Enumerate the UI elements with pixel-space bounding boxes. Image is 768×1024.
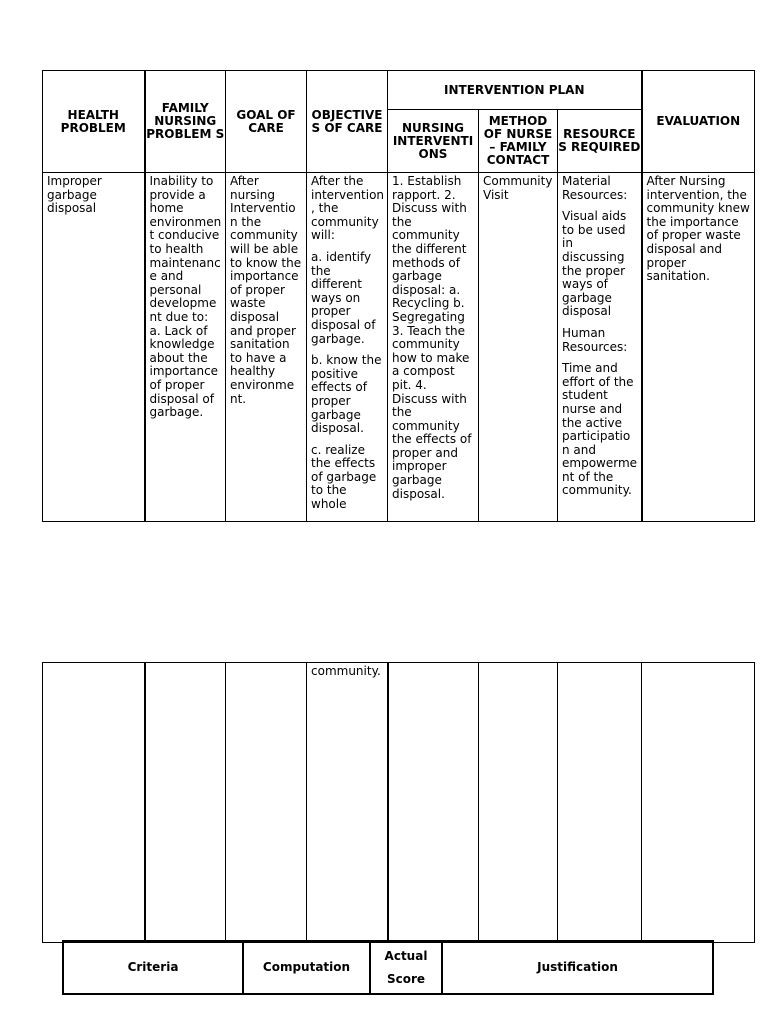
- header-health-problem: HEALTH PROBLEM: [43, 71, 145, 173]
- header-goal-of-care: GOAL OF CARE: [226, 71, 307, 173]
- rubric-score-label: Score: [386, 971, 426, 986]
- header-resources-required: RESOURCE S REQUIRED: [558, 110, 642, 173]
- rubric-actual-score: [370, 941, 442, 994]
- cell-method-of-contact: Community Visit: [479, 173, 558, 522]
- rubric-actual-label: Actual: [384, 948, 428, 963]
- objective-c: c. realize the effects of garbage to the whole: [311, 442, 377, 512]
- rubric-criteria: Criteria: [63, 941, 243, 994]
- objectives-intro: After the intervention , the community will:: [311, 174, 385, 243]
- continuation-cell: [558, 663, 642, 943]
- continuation-cell: [43, 663, 145, 943]
- cell-health-problem: Improper garbage disposal: [43, 173, 145, 522]
- cell-objectives: [307, 173, 388, 522]
- continuation-cell: [226, 663, 307, 943]
- human-resources-text: Time and effort of the student nurse and the active participatio n and empowerme nt of the community.: [562, 361, 638, 498]
- rubric-justification: Justification: [442, 941, 713, 994]
- human-resources-title: Human Resources:: [562, 325, 628, 354]
- care-plan-table: [42, 70, 755, 522]
- care-plan-continuation-table: [42, 662, 755, 943]
- material-resources-text: Visual aids to be used in discussing the proper ways of garbage disposal: [562, 209, 627, 319]
- header-nursing-interventions: NURSING INTERVENTI ONS: [388, 110, 479, 173]
- objective-a: a. identify the different ways on proper disposal of garbage.: [311, 249, 376, 346]
- material-resources-title: Material Resources:: [562, 174, 628, 202]
- cell-nursing-interventions: 1. Establish rapport. 2. Discuss with the community the different methods of garbage disposal: a. Recycling b. Segregating 3. Teach the community how to make a compost pit. 4. Discuss with the community the effects of proper and improper garbage disposal.: [388, 173, 479, 522]
- cell-resources: [558, 173, 642, 522]
- objective-b: b. know the positive effects of proper garbage disposal.: [311, 353, 382, 436]
- cell-goal-of-care: After nursing Interventio n the community will be able to know the importance of proper waste disposal and proper sanitation to have a healthy environme nt.: [226, 173, 307, 522]
- header-method-of-contact: METHOD OF NURSE – FAMILY CONTACT: [479, 110, 558, 173]
- continuation-cell: [479, 663, 558, 943]
- header-evaluation: EVALUATION: [642, 71, 755, 173]
- header-family-nursing-problems: FAMILY NURSING PROBLEM S: [145, 71, 226, 173]
- header-intervention-plan: INTERVENTION PLAN: [388, 71, 642, 110]
- cell-evaluation: After Nursing intervention, the community knew the importance of proper waste disposal and proper sanitation.: [642, 173, 755, 522]
- cell-objectives-continued: community.: [307, 663, 388, 943]
- header-objectives-of-care: OBJECTIVE S OF CARE: [307, 71, 388, 173]
- table-row: [43, 663, 755, 943]
- rubric-table: [62, 940, 714, 995]
- continuation-cell: [145, 663, 226, 943]
- continuation-cell: [642, 663, 755, 943]
- rubric-computation: Computation: [243, 941, 370, 994]
- cell-family-nursing-problem: Inability to provide a home environmen t conducive to health maintenanc e and personal developme nt due to: a. Lack of knowledge about the importance of proper disposal of garbage.: [145, 173, 226, 522]
- continuation-cell: [388, 663, 479, 943]
- table-row: [43, 173, 755, 522]
